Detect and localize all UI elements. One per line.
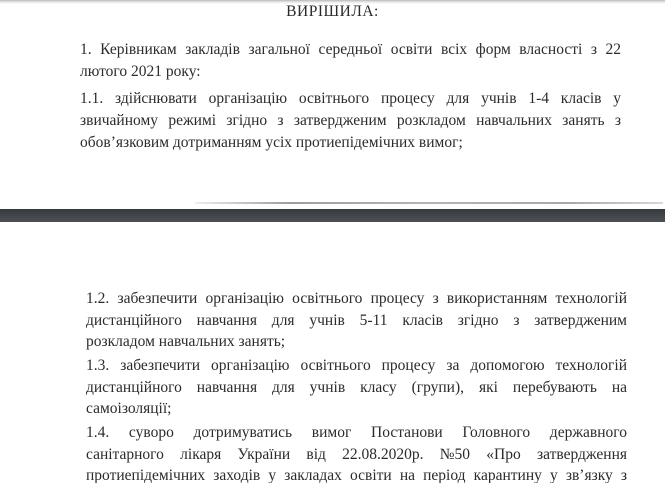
paragraph-line: звичайному режимі згідно з затвердженим розкладом навчальних занять з	[80, 112, 621, 129]
paragraph-line: дистанційного навчання для учнів 5-11 класів згідно з затвердженим	[86, 311, 627, 329]
paragraph-line: 1.4. суворо дотримуватись вимог Постанови Головного державного	[86, 424, 627, 441]
paragraph-line: протиепідемічних заходів у закладах освіти на період карантину у зв’язку з	[86, 467, 627, 483]
paragraph-1	[80, 39, 621, 83]
paragraph-line: 1.1. здійснювати організацію освітнього процесу для учнів 1-4 класів у	[80, 90, 621, 107]
paragraph-line: обов’язковим дотриманням усіх протиепідемічних вимог;	[80, 134, 463, 151]
paragraph-line: 1. Керівникам закладів загальної середньої освіти всіх форм власності з 22	[80, 41, 621, 58]
paragraph-line: лютого 2021 року:	[80, 63, 201, 80]
paragraph-line: 1.3. забезпечити організацію освітнього процесу за допомогою технологій	[86, 357, 627, 374]
paragraph-1-1	[80, 88, 621, 154]
paragraph-line: 1.2. забезпечити організацію освітнього процесу з використанням технологій	[86, 290, 627, 307]
decision-heading: ВИРІШИЛА:	[286, 3, 379, 20]
scanned-page-edge	[195, 202, 663, 204]
page-separator	[0, 209, 665, 222]
paragraph-line: розкладом навчальних занять;	[86, 333, 286, 350]
paragraph-1-2	[86, 288, 627, 353]
paragraph-1-4	[86, 422, 627, 483]
paragraph-line: самоізоляції;	[86, 400, 172, 417]
paragraph-line: санітарного лікаря України від 22.08.2020р. №50 «Про затвердження	[86, 445, 627, 463]
document-page-1	[0, 0, 665, 209]
paragraph-1-3	[86, 355, 627, 420]
paragraph-line: дистанційного навчання для учнів класу (групи), які перебувають на	[86, 378, 627, 396]
